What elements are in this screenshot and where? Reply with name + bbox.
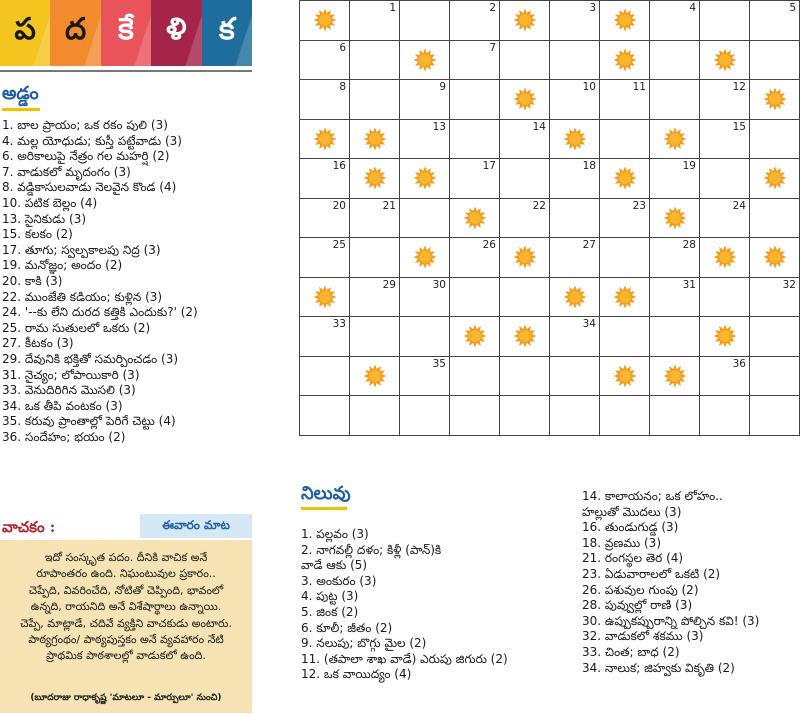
grid-cell[interactable] — [400, 317, 450, 357]
clue-number: 18 — [582, 160, 596, 172]
across-title-underline — [2, 108, 40, 111]
grid-cell[interactable] — [350, 199, 400, 239]
sun-icon — [363, 166, 387, 190]
sun-icon — [613, 48, 637, 72]
grid-cell[interactable] — [750, 120, 800, 160]
grid-cell[interactable] — [400, 120, 450, 160]
sun-icon — [463, 206, 487, 230]
clue-item: 21. రంగస్థల తెర (4) — [582, 551, 684, 566]
clue-number: 32 — [782, 278, 796, 291]
grid-cell[interactable] — [350, 396, 400, 436]
sun-icon — [513, 245, 537, 269]
grid-cell[interactable] — [650, 159, 700, 199]
clue-item: 26. పశువుల గుంపు (2) — [582, 582, 699, 597]
grid-cell-blocked — [550, 120, 600, 160]
sun-icon — [713, 48, 737, 72]
across-title: అడ్డం — [2, 83, 39, 104]
clue-number: 11 — [632, 81, 646, 93]
sun-icon — [613, 285, 637, 309]
grid-cell-blocked — [300, 120, 350, 160]
sun-icon — [613, 364, 637, 388]
tile-char: ళి — [166, 12, 187, 47]
grid-cell[interactable] — [300, 357, 350, 397]
grid-cell[interactable] — [400, 199, 450, 239]
clue-item: 23. ఏడువారాలలో ఒకటి (2) — [582, 566, 721, 581]
clue-item: 14. కాలాయనం; ఒక లోహం.. — [582, 489, 723, 503]
sun-icon — [513, 324, 537, 348]
grid-cell[interactable] — [700, 120, 750, 160]
clue-item: 6. అరికాలుపై నేత్రం గల మహర్షి (2) — [2, 149, 170, 164]
sun-icon — [513, 8, 537, 32]
grid-cell[interactable] — [700, 159, 750, 199]
clue-number: 26 — [482, 239, 496, 251]
grid-cell[interactable] — [400, 1, 450, 41]
clue-number: 36 — [732, 357, 746, 370]
grid-cell-blocked — [350, 120, 400, 160]
grid-cell-blocked — [600, 159, 650, 199]
down-clue-list-left — [301, 527, 508, 683]
grid-cell[interactable] — [650, 238, 700, 278]
sun-icon — [413, 48, 437, 72]
clue-number: 24 — [732, 199, 746, 212]
clue-item: 4. పుట్ట (3) — [301, 589, 359, 604]
grid-cell-blocked — [500, 1, 550, 41]
grid-cell[interactable] — [500, 278, 550, 318]
sun-icon — [713, 324, 737, 348]
grid-cell[interactable] — [300, 396, 350, 436]
clue-item: 25. రామ సుతులలో ఒకరు (2) — [2, 320, 151, 335]
vachakam-source: (బూదరాజు రాధాకృష్ణ 'మాటలూ - మార్పులూ' నుంచి) — [30, 693, 222, 703]
clue-item: 33. చింత; బాధ (2) — [582, 644, 680, 659]
grid-cell-blocked — [650, 357, 700, 397]
clue-item: 27. కీటకం (3) — [2, 336, 74, 351]
grid-cell-blocked — [700, 317, 750, 357]
clue-number: 33 — [332, 318, 346, 330]
clue-item: 1. బాల ప్రాయం; ఒక రకం పులి (3) — [2, 118, 168, 132]
clue-number: 9 — [439, 81, 446, 93]
clue-item: 24. '--కు లేని దురద కత్తికి ఎందుకు?' (2) — [2, 305, 198, 320]
grid-cell[interactable] — [400, 357, 450, 397]
grid-cell[interactable] — [350, 41, 400, 81]
tile-char: ద — [65, 12, 87, 47]
grid-cell[interactable] — [550, 317, 600, 357]
grid-cell[interactable] — [450, 357, 500, 397]
grid-cell[interactable] — [300, 199, 350, 239]
grid-cell-blocked — [450, 317, 500, 357]
sun-icon — [763, 87, 787, 111]
grid-cell[interactable] — [650, 1, 700, 41]
vachakam-line: ఉన్నది, రాయనిది అనే విశేషార్థాలు ఉన్నాయి. — [30, 600, 222, 614]
sun-icon — [613, 166, 637, 190]
grid-cell-blocked — [700, 41, 750, 81]
grid-cell[interactable] — [350, 1, 400, 41]
sun-icon — [763, 166, 787, 190]
vachakam-line: రూపాంతరం ఉంది. నిఘంటువుల ప్రకారం.. — [36, 567, 216, 581]
grid-cell[interactable] — [700, 80, 750, 120]
clue-item: 35. కరువు ప్రాంతాల్లో పెరిగే చెట్టు (4) — [2, 414, 176, 429]
clue-number: 4 — [689, 2, 696, 14]
clue-item: 17. తూగు; స్వల్పకాలపు నిద్ర (3) — [2, 242, 161, 257]
clue-item: 32. వాడుకలో శకము (3) — [582, 629, 704, 644]
clue-number: 10 — [582, 81, 596, 93]
grid-cell[interactable] — [650, 396, 700, 436]
grid-cell-blocked — [300, 1, 350, 41]
sun-icon — [463, 324, 487, 348]
clue-item: 16. తుండుగుడ్డ (3) — [582, 520, 679, 535]
clue-number: 19 — [682, 160, 696, 172]
clue-number: 34 — [582, 318, 596, 330]
grid-cell[interactable] — [350, 317, 400, 357]
clue-number: 6 — [339, 41, 346, 54]
grid-cell-blocked — [350, 357, 400, 397]
grid-cell[interactable] — [300, 80, 350, 120]
grid-cell[interactable] — [500, 159, 550, 199]
grid-cell[interactable] — [750, 278, 800, 318]
clue-item: 34. నాలుక; జిహ్వకు వికృతి (2) — [582, 660, 735, 675]
sun-icon — [663, 127, 687, 151]
clue-item: 9. నలుపు; బొగ్గు మైల (2) — [301, 636, 427, 651]
vachakam-line: చెప్పే, మాట్లాడే, చదివే వ్యక్తిని వాచకుడు అంటారు. — [20, 616, 232, 630]
tile-char: ప — [14, 12, 36, 47]
grid-cell[interactable] — [650, 41, 700, 81]
clue-number: 12 — [732, 81, 746, 93]
vachakam-label: వాచకం : — [2, 518, 56, 536]
grid-cell[interactable] — [750, 199, 800, 239]
grid-cell[interactable] — [550, 357, 600, 397]
grid-cell[interactable] — [350, 238, 400, 278]
grid-cell-blocked — [600, 357, 650, 397]
grid-cell[interactable] — [700, 396, 750, 436]
grid-cell[interactable] — [600, 238, 650, 278]
grid-cell-blocked — [400, 238, 450, 278]
grid-cell[interactable] — [650, 317, 700, 357]
grid-cell[interactable] — [650, 80, 700, 120]
clue-item: 29. దేవునికి భక్తితో సమర్పించడం (3) — [2, 351, 179, 366]
vachakam-line: ఇదో సంస్కృత పదం. దీనికి వాచిక అనే — [44, 551, 208, 564]
tile-char: కే — [118, 12, 134, 47]
grid-cell-blocked — [650, 120, 700, 160]
title-tile-1 — [0, 0, 50, 66]
grid-cell[interactable] — [600, 199, 650, 239]
grid-cell[interactable] — [500, 357, 550, 397]
grid-cell-blocked — [500, 238, 550, 278]
grid-cell[interactable] — [550, 1, 600, 41]
clue-item: 18. వ్రణము (3) — [582, 535, 662, 550]
grid-cell-blocked — [650, 199, 700, 239]
header-divider — [0, 70, 252, 72]
grid-cell[interactable] — [600, 80, 650, 120]
grid-cell-blocked — [600, 278, 650, 318]
vachakam-line: ప్రాథమిక పాఠశాలల్లో వాడుకలో ఉంది. — [46, 649, 206, 663]
across-clue-list — [2, 118, 198, 445]
grid-cell[interactable] — [550, 159, 600, 199]
clue-number: 2 — [489, 2, 496, 14]
grid-cell-blocked — [750, 159, 800, 199]
clue-number: 27 — [582, 239, 596, 251]
word-of-week-tag: ఈవారం మాట — [140, 514, 252, 538]
clue-number: 23 — [632, 199, 646, 212]
crossword-grid — [299, 0, 800, 436]
clue-item: 2. నాగవల్లీ దళం; కిళ్లీ (పాన్)కి — [301, 542, 442, 557]
clue-number: 16 — [332, 160, 346, 172]
clue-number: 30 — [432, 278, 446, 291]
grid-cell-blocked — [750, 238, 800, 278]
grid-cell[interactable] — [400, 396, 450, 436]
grid-cell[interactable] — [500, 120, 550, 160]
vachakam-text — [6, 550, 246, 665]
sun-icon — [363, 364, 387, 388]
grid-cell[interactable] — [300, 238, 350, 278]
grid-cell[interactable] — [300, 317, 350, 357]
clue-item: 12. ఒక వాయిద్యం (4) — [301, 667, 412, 682]
grid-cell[interactable] — [300, 41, 350, 81]
clue-number: 29 — [382, 278, 396, 291]
sun-icon — [663, 206, 687, 230]
clue-number: 8 — [339, 81, 346, 93]
clue-item: 3. అంకురం (3) — [301, 573, 377, 588]
clue-item: 13. సైనికుడు (3) — [2, 211, 87, 226]
grid-cell[interactable] — [450, 80, 500, 120]
title-tile-3 — [101, 0, 151, 66]
grid-cell-blocked — [700, 238, 750, 278]
grid-cell-blocked — [350, 159, 400, 199]
grid-cell[interactable] — [750, 1, 800, 41]
down-clue-list-right — [582, 489, 759, 676]
grid-cell-blocked — [550, 278, 600, 318]
sun-icon — [363, 127, 387, 151]
clue-number: 5 — [789, 2, 796, 14]
clue-item: వాడే ఆకు (5) — [301, 558, 368, 573]
sun-icon — [563, 127, 587, 151]
grid-cell-blocked — [400, 159, 450, 199]
grid-cell-blocked — [400, 41, 450, 81]
sun-icon — [413, 245, 437, 269]
clue-number: 7 — [489, 41, 496, 54]
clue-number: 3 — [589, 2, 596, 14]
grid-cell[interactable] — [450, 120, 500, 160]
sun-icon — [563, 285, 587, 309]
grid-cell[interactable] — [600, 317, 650, 357]
clue-number: 1 — [389, 2, 396, 14]
clue-item: 28. పువ్వుల్లో రాణి (3) — [582, 598, 693, 613]
grid-cell[interactable] — [600, 396, 650, 436]
grid-cell[interactable] — [750, 317, 800, 357]
clue-item: 34. ఒక తీపి వంటకం (3) — [2, 398, 123, 413]
clue-item: 8. వడ్డికాసులవాడు నెలవైన కొండ (4) — [2, 180, 177, 195]
clue-number: 15 — [732, 120, 746, 133]
clue-number: 20 — [332, 199, 346, 212]
grid-cell[interactable] — [450, 278, 500, 318]
title-tiles — [0, 0, 252, 66]
tile-char: క — [218, 12, 235, 47]
clue-item: 22. ముంజేతి కడియం; కుళ్లిన (3) — [2, 289, 163, 304]
clue-item: 1. పల్లవం (3) — [301, 527, 369, 541]
clue-number: 13 — [432, 120, 446, 133]
clue-item: 10. పటిక బెల్లం (4) — [2, 195, 98, 210]
title-tile-4 — [151, 0, 201, 66]
grid-cell-blocked — [500, 317, 550, 357]
clue-number: 25 — [332, 239, 346, 251]
grid-cell[interactable] — [550, 80, 600, 120]
clue-item: హల్లుతో మొదలు (3) — [582, 504, 682, 519]
grid-cell[interactable] — [450, 41, 500, 81]
clue-number: 21 — [382, 199, 396, 212]
sun-icon — [713, 245, 737, 269]
clue-item: 19. మనోజ్ఞం; అందం (2) — [2, 258, 123, 273]
grid-cell[interactable] — [500, 199, 550, 239]
vachakam-line: చెప్పేది, వివరించేది, నోటితో చెప్పింది, భావంలో — [28, 583, 224, 597]
clue-number: 31 — [682, 278, 696, 291]
grid-cell[interactable] — [700, 357, 750, 397]
clue-number: 28 — [682, 239, 696, 251]
grid-cell-blocked — [750, 80, 800, 120]
sun-icon — [413, 166, 437, 190]
clue-number: 35 — [432, 357, 446, 370]
down-title: నిలువు — [301, 483, 351, 504]
grid-cell[interactable] — [350, 278, 400, 318]
clue-number: 22 — [532, 199, 546, 212]
grid-cell[interactable] — [300, 159, 350, 199]
clue-item: 20. కాకి (3) — [2, 273, 63, 288]
sun-icon — [613, 8, 637, 32]
grid-cell[interactable] — [500, 396, 550, 436]
grid-cell[interactable] — [550, 199, 600, 239]
grid-cell-blocked — [600, 41, 650, 81]
grid-cell-blocked — [450, 199, 500, 239]
sun-icon — [313, 285, 337, 309]
grid-cell[interactable] — [450, 396, 500, 436]
title-tile-2 — [50, 0, 100, 66]
grid-cell[interactable] — [450, 238, 500, 278]
sun-icon — [663, 364, 687, 388]
clue-item: 5. జింక (2) — [301, 604, 359, 619]
sun-icon — [313, 8, 337, 32]
grid-cell[interactable] — [400, 278, 450, 318]
clue-item: 31. నైచ్యం; లోపాయికారి (3) — [2, 367, 140, 382]
grid-cell[interactable] — [400, 80, 450, 120]
grid-cell[interactable] — [700, 199, 750, 239]
clue-item: 6. కూలీ; జీతం (2) — [301, 620, 393, 635]
grid-cell[interactable] — [700, 1, 750, 41]
clue-item: 36. సందేహం; భయం (2) — [2, 429, 126, 444]
clue-item: 11. (తపాలా శాఖ వాడే) ఎరుపు జిగురు (2) — [301, 651, 508, 666]
clue-item: 7. వాడుకలో మృదంగం (3) — [2, 164, 131, 179]
clue-item: 33. వెనుదిరిగిన మొసలి (3) — [2, 383, 136, 398]
grid-cell[interactable] — [450, 1, 500, 41]
clue-item: 30. ఉప్పుకప్పురాన్ని పోల్చిన కవి! (3) — [582, 613, 760, 628]
grid-cell[interactable] — [350, 80, 400, 120]
clue-item: 15. కలకం (2) — [2, 227, 73, 242]
sun-icon — [313, 127, 337, 151]
grid-cell-blocked — [500, 80, 550, 120]
grid-cell[interactable] — [550, 41, 600, 81]
grid-cell[interactable] — [550, 396, 600, 436]
vachakam-line: పాఠ్యగ్రంథం/ పాఠ్యపుస్తకం అనే వ్యవహారం నేటి — [28, 633, 224, 647]
clue-item: 4. మల్ల యోధుడు; కుస్తీ పట్టేవాడు (3) — [2, 133, 182, 148]
grid-cell[interactable] — [750, 396, 800, 436]
clue-number: 14 — [532, 120, 546, 133]
clue-number: 17 — [482, 160, 496, 172]
grid-cell[interactable] — [550, 238, 600, 278]
vachakam-box — [0, 540, 252, 713]
title-tile-5 — [202, 0, 252, 66]
grid-cell-blocked — [600, 1, 650, 41]
grid-cell[interactable] — [650, 278, 700, 318]
grid-cell[interactable] — [750, 357, 800, 397]
grid-cell[interactable] — [600, 120, 650, 160]
grid-cell[interactable] — [450, 159, 500, 199]
sun-icon — [513, 87, 537, 111]
grid-cell[interactable] — [750, 41, 800, 81]
grid-cell[interactable] — [500, 41, 550, 81]
grid-cell-blocked — [300, 278, 350, 318]
down-title-underline — [301, 507, 347, 510]
grid-cell[interactable] — [700, 278, 750, 318]
sun-icon — [763, 245, 787, 269]
